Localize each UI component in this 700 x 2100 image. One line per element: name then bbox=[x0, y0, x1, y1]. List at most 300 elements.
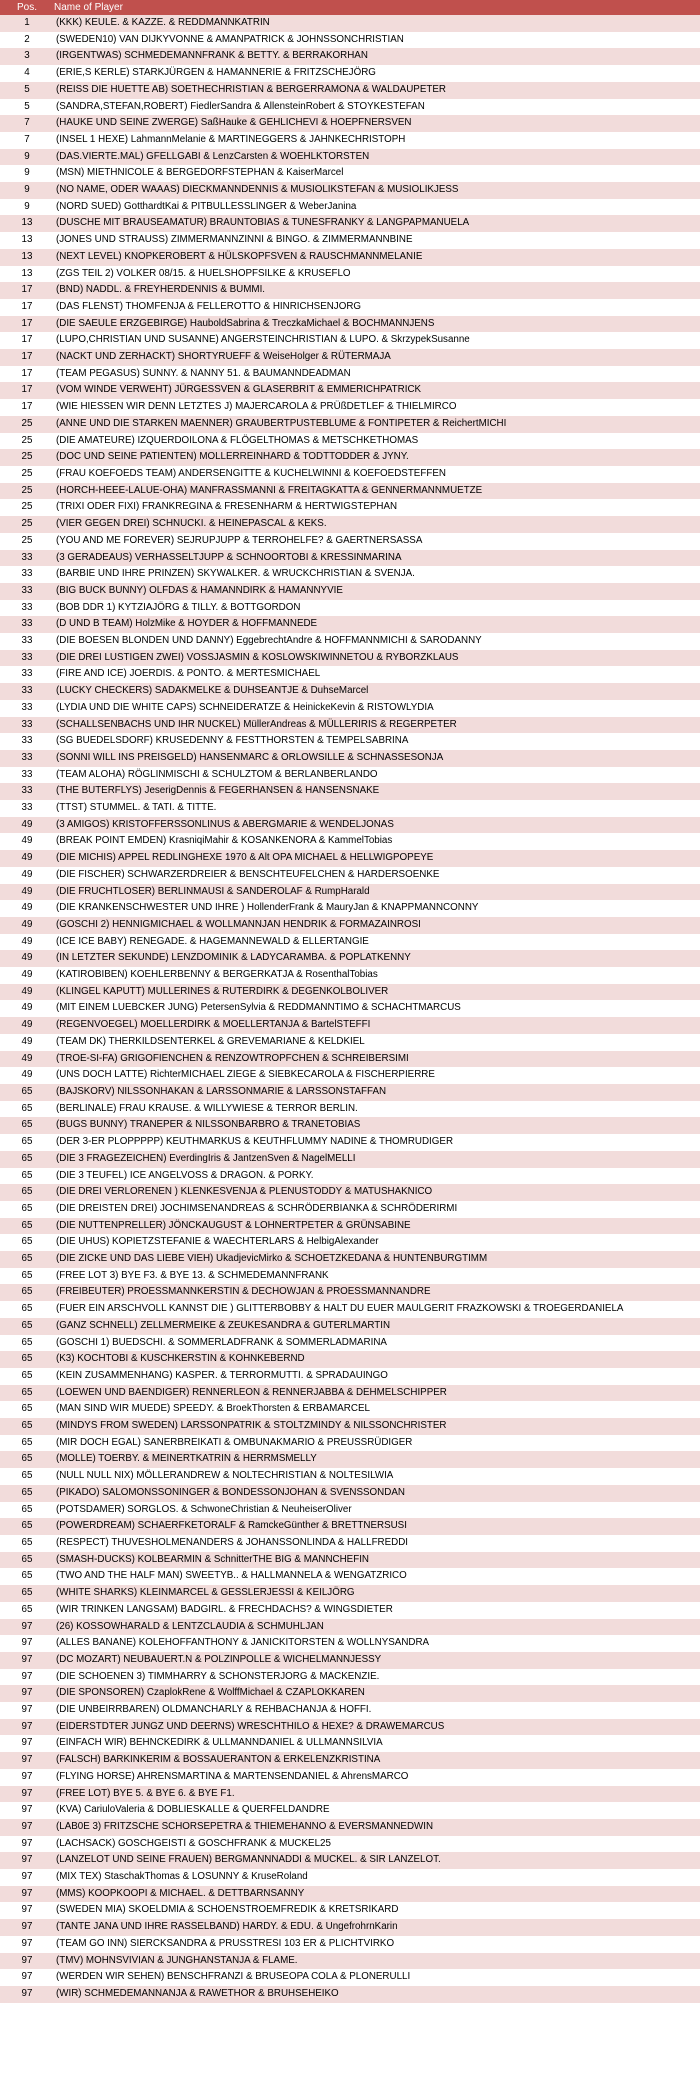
player-name-cell: (DIE DREISTEN DREI) JOCHIMSENANDREAS & SCHRÖDERBIANKA & SCHRÖDERIRMI bbox=[56, 1202, 458, 1214]
position-cell: 65 bbox=[21, 1570, 33, 1582]
position-cell: 65 bbox=[21, 1102, 33, 1114]
player-name-cell: (LUPO,CHRISTIAN UND SUSANNE) ANGERSTEINCHRISTIAN & LUPO. & SkrzypekSusanne bbox=[56, 334, 470, 346]
table-body bbox=[0, 15, 700, 2003]
player-name-cell: (BUGS BUNNY) TRANEPER & NILSSONBARBRO & TRANETOBIAS bbox=[56, 1119, 361, 1131]
table-row bbox=[0, 1936, 700, 1953]
player-name-cell: (GOSCHI 2) HENNIGMICHAEL & WOLLMANNJAN HENDRIK & FORMAZAINROSI bbox=[56, 918, 421, 930]
position-cell: 65 bbox=[21, 1553, 33, 1565]
table-row bbox=[0, 683, 700, 700]
player-name-cell: (MIT EINEM LUEBCKER JUNG) PetersenSylvia & REDDMANNTIMO & SCHACHTMARCUS bbox=[56, 1002, 461, 1014]
table-row bbox=[0, 115, 700, 132]
position-cell: 9 bbox=[24, 167, 30, 179]
table-row bbox=[0, 600, 700, 617]
player-name-cell: (DIE SPONSOREN) CzaplokRene & WolffMichael & CZAPLOKKAREN bbox=[56, 1687, 365, 1699]
table-row bbox=[0, 366, 700, 383]
player-name-cell: (REISS DIE HUETTE AB) SOETHECHRISTIAN & BERGERRAMONA & WALDAUPETER bbox=[56, 83, 446, 95]
table-row bbox=[0, 616, 700, 633]
position-cell: 97 bbox=[21, 1620, 33, 1632]
table-row bbox=[0, 1635, 700, 1652]
position-cell: 13 bbox=[21, 250, 33, 262]
player-name-cell: (DIE DREI VERLORENEN ) KLENKESVENJA & PLENUSTODDY & MATUSHAKNICO bbox=[56, 1186, 433, 1198]
position-cell: 33 bbox=[21, 584, 33, 596]
player-name-cell: (FRAU KOEFOEDS TEAM) ANDERSENGITTE & KUCHELWINNI & KOEFOEDSTEFFEN bbox=[56, 467, 446, 479]
position-cell: 97 bbox=[21, 1770, 33, 1782]
table-row bbox=[0, 717, 700, 734]
table-row bbox=[0, 1902, 700, 1919]
position-cell: 97 bbox=[21, 1954, 33, 1966]
position-cell: 65 bbox=[21, 1269, 33, 1281]
position-cell: 25 bbox=[21, 417, 33, 429]
player-name-cell: (SCHALLSENBACHS UND IHR NUCKEL) MüllerAndreas & MÜLLERIRIS & REGERPETER bbox=[56, 718, 457, 730]
table-row bbox=[0, 1786, 700, 1803]
table-row bbox=[0, 399, 700, 416]
position-cell: 97 bbox=[21, 1854, 33, 1866]
position-cell: 25 bbox=[21, 501, 33, 513]
player-name-cell: (TEAM GO INN) SIERCKSANDRA & PRUSSTRESI 103 ER & PLICHTVIRKO bbox=[56, 1937, 395, 1949]
column-header-name: Name of Player bbox=[54, 2, 123, 13]
player-name-cell: (FLYING HORSE) AHRENSMARTINA & MARTENSENDANIEL & AhrensMARCO bbox=[56, 1770, 409, 1782]
table-row bbox=[0, 1335, 700, 1352]
position-cell: 49 bbox=[21, 918, 33, 930]
position-cell: 25 bbox=[21, 484, 33, 496]
table-row bbox=[0, 1134, 700, 1151]
table-row bbox=[0, 1401, 700, 1418]
table-row bbox=[0, 1602, 700, 1619]
table-row bbox=[0, 15, 700, 32]
table-row bbox=[0, 1184, 700, 1201]
player-name-cell: (FREE LOT) BYE 5. & BYE 6. & BYE F1. bbox=[56, 1787, 235, 1799]
table-row bbox=[0, 1218, 700, 1235]
position-cell: 65 bbox=[21, 1386, 33, 1398]
position-cell: 65 bbox=[21, 1536, 33, 1548]
player-name-cell: (WIR TRINKEN LANGSAM) BADGIRL. & FRECHDACHS? & WINGSDIETER bbox=[56, 1603, 393, 1615]
position-cell: 7 bbox=[24, 117, 30, 129]
position-cell: 65 bbox=[21, 1219, 33, 1231]
position-cell: 97 bbox=[21, 1804, 33, 1816]
player-name-cell: (TEAM DK) THERKILDSENTERKEL & GREVEMARIANE & KELDKIEL bbox=[56, 1035, 365, 1047]
table-row bbox=[0, 1685, 700, 1702]
table-row bbox=[0, 1284, 700, 1301]
table-row bbox=[0, 1301, 700, 1318]
position-cell: 97 bbox=[21, 1937, 33, 1949]
position-cell: 65 bbox=[21, 1169, 33, 1181]
table-row bbox=[0, 466, 700, 483]
table-row bbox=[0, 750, 700, 767]
table-row bbox=[0, 165, 700, 182]
position-cell: 25 bbox=[21, 467, 33, 479]
position-cell: 97 bbox=[21, 1971, 33, 1983]
player-name-cell: (DIE KRANKENSCHWESTER UND IHRE ) HollenderFrank & MauryJan & KNAPPMANNCONNY bbox=[56, 902, 479, 914]
player-name-cell: (MIR DOCH EGAL) SANERBREIKATI & OMBUNAKMARIO & PREUSSRÜDIGER bbox=[56, 1436, 413, 1448]
position-cell: 65 bbox=[21, 1086, 33, 1097]
player-name-cell: (UNS DOCH LATTE) RichterMICHAEL ZIEGE & SIEBKECAROLA & FISCHERPIERRE bbox=[56, 1069, 435, 1081]
player-name-cell: (KVA) CariuloValeria & DOBLIESKALLE & QUERFELDANDRE bbox=[56, 1804, 330, 1816]
position-cell: 25 bbox=[21, 518, 33, 530]
position-cell: 49 bbox=[21, 1035, 33, 1047]
position-cell: 17 bbox=[21, 367, 33, 379]
table-row bbox=[0, 800, 700, 817]
table-row bbox=[0, 1034, 700, 1051]
position-cell: 65 bbox=[21, 1420, 33, 1432]
player-name-cell: (SWEDEN MIA) SKOELDMIA & SCHOENSTROEMFREDIK & KRETSRIKARD bbox=[56, 1904, 399, 1916]
position-cell: 97 bbox=[21, 1754, 33, 1766]
table-row bbox=[0, 1385, 700, 1402]
position-cell: 33 bbox=[21, 685, 33, 697]
player-name-cell: (DIE AMATEURE) IZQUERDOILONA & FLÖGELTHOMAS & METSCHKETHOMAS bbox=[56, 434, 419, 446]
player-name-cell: (LAB0E 3) FRITZSCHE SCHORSEPETRA & THIEMEHANNO & EVERSMANNEDWIN bbox=[56, 1820, 434, 1832]
table-row bbox=[0, 1000, 700, 1017]
table-row bbox=[0, 1719, 700, 1736]
table-row bbox=[0, 282, 700, 299]
player-name-cell: (DIE SAEULE ERZGEBIRGE) HauboldSabrina & TreczkaMichael & BOCHMANNJENS bbox=[56, 317, 435, 329]
position-cell: 49 bbox=[21, 935, 33, 947]
position-cell: 49 bbox=[21, 835, 33, 847]
table-row bbox=[0, 1084, 700, 1101]
player-name-cell: (LACHSACK) GOSCHGEISTI & GOSCHFRANK & MUCKEL25 bbox=[56, 1837, 331, 1849]
player-name-cell: (DAS.VIERTE.MAL) GFELLGABI & LenzCarsten & WOEHLKTORSTEN bbox=[56, 150, 370, 162]
position-cell: 9 bbox=[24, 150, 30, 162]
position-cell: 65 bbox=[21, 1336, 33, 1348]
table-row bbox=[0, 1752, 700, 1769]
position-cell: 33 bbox=[21, 618, 33, 630]
position-cell: 49 bbox=[21, 1052, 33, 1064]
player-name-cell: (TWO AND THE HALF MAN) SWEETYB.. & HALLMANNELA & WENGATZRICO bbox=[56, 1570, 407, 1582]
position-cell: 13 bbox=[21, 234, 33, 246]
table-row bbox=[0, 833, 700, 850]
player-name-cell: (NACKT UND ZERHACKT) SHORTYRUEFF & WeiseHolger & RÜTERMAJA bbox=[56, 351, 391, 363]
table-row bbox=[0, 449, 700, 466]
position-cell: 65 bbox=[21, 1603, 33, 1615]
table-row bbox=[0, 215, 700, 232]
table-row bbox=[0, 984, 700, 1001]
player-name-cell: (BIG BUCK BUNNY) OLFDAS & HAMANNDIRK & HAMANNYVIE bbox=[56, 584, 343, 596]
table-row bbox=[0, 65, 700, 82]
player-name-cell: (FUER EIN ARSCHVOLL KANNST DIE ) GLITTERBOBBY & HALT DU EUER MAULGERIT FRAZKOWSKI & TROEGERDANIELA bbox=[56, 1303, 624, 1315]
player-name-cell: (ERIE,S KERLE) STARKJÜRGEN & HAMANNERIE & FRITZSCHEJÖRG bbox=[56, 67, 376, 79]
position-cell: 49 bbox=[21, 969, 33, 981]
position-cell: 1 bbox=[24, 17, 30, 28]
position-cell: 49 bbox=[21, 885, 33, 897]
position-cell: 33 bbox=[21, 768, 33, 780]
position-cell: 49 bbox=[21, 868, 33, 880]
table-row bbox=[0, 1552, 700, 1569]
table-row bbox=[0, 1067, 700, 1084]
player-name-cell: (TRIXI ODER FIXI) FRANKREGINA & FRESENHARM & HERTWIGSTEPHAN bbox=[56, 501, 398, 513]
table-row bbox=[0, 249, 700, 266]
table-row bbox=[0, 1451, 700, 1468]
position-cell: 49 bbox=[21, 1002, 33, 1014]
table-row bbox=[0, 934, 700, 951]
position-cell: 49 bbox=[21, 1019, 33, 1031]
table-row bbox=[0, 1518, 700, 1535]
player-name-cell: (NO NAME, ODER WAAAS) DIECKMANNDENNIS & MUSIOLIKSTEFAN & MUSIOLIKJESS bbox=[56, 184, 459, 196]
position-cell: 65 bbox=[21, 1520, 33, 1532]
player-name-cell: (DIE FISCHER) SCHWARZERDREIER & BENSCHTEUFELCHEN & HARDERSOENKE bbox=[56, 868, 440, 880]
player-name-cell: (MAN SIND WIR MUEDE) SPEEDY. & BroekThorsten & ERBAMARCEL bbox=[56, 1403, 370, 1415]
position-cell: 65 bbox=[21, 1503, 33, 1515]
player-name-cell: (3 AMIGOS) KRISTOFFERSSONLINUS & ABERGMARIE & WENDELJONAS bbox=[56, 818, 394, 830]
position-cell: 65 bbox=[21, 1470, 33, 1482]
player-name-cell: (DAS FLENST) THOMFENJA & FELLEROTTO & HINRICHSENJORG bbox=[56, 300, 362, 312]
position-cell: 97 bbox=[21, 1921, 33, 1933]
position-cell: 5 bbox=[24, 83, 30, 95]
table-row bbox=[0, 1568, 700, 1585]
position-cell: 49 bbox=[21, 1069, 33, 1081]
player-name-cell: (EINFACH WIR) BEHNCKEDIRK & ULLMANNDANIEL & ULLMANNSILVIA bbox=[56, 1737, 383, 1749]
player-name-cell: (DIE ZICKE UND DAS LIEBE VIEH) UkadjevicMirko & SCHOETZKEDANA & HUNTENBURGTIMM bbox=[56, 1253, 488, 1265]
table-row bbox=[0, 1351, 700, 1368]
table-row bbox=[0, 566, 700, 583]
table-row bbox=[0, 232, 700, 249]
table-row bbox=[0, 817, 700, 834]
table-row bbox=[0, 1268, 700, 1285]
position-cell: 65 bbox=[21, 1453, 33, 1465]
position-cell: 33 bbox=[21, 568, 33, 580]
table-row bbox=[0, 1234, 700, 1251]
table-row bbox=[0, 1585, 700, 1602]
position-cell: 97 bbox=[21, 1987, 33, 1999]
player-name-cell: (DIE UNBEIRRBAREN) OLDMANCHARLY & REHBACHANJA & HOFFI. bbox=[56, 1704, 372, 1716]
table-row bbox=[0, 149, 700, 166]
position-cell: 33 bbox=[21, 651, 33, 663]
position-cell: 97 bbox=[21, 1887, 33, 1899]
table-row bbox=[0, 516, 700, 533]
player-name-cell: (INSEL 1 HEXE) LahmannMelanie & MARTINEGGERS & JAHNKECHRISTOPH bbox=[56, 133, 406, 145]
position-cell: 3 bbox=[24, 50, 30, 62]
table-row bbox=[0, 1619, 700, 1636]
player-name-cell: (VIER GEGEN DREI) SCHNUCKI. & HEINEPASCAL & KEKS. bbox=[56, 518, 327, 530]
player-name-cell: (HAUKE UND SEINE ZWERGE) SaßHauke & GEHLICHEVI & HOEPFNERSVEN bbox=[56, 117, 412, 129]
position-cell: 97 bbox=[21, 1637, 33, 1649]
table-row bbox=[0, 1652, 700, 1669]
player-name-cell: (POWERDREAM) SCHAERFKETORALF & RamckeGünther & BRETTNERSUSI bbox=[56, 1520, 407, 1532]
player-name-cell: (MIX TEX) StaschakThomas & LOSUNNY & KruseRoland bbox=[56, 1871, 308, 1883]
player-name-cell: (TTST) STUMMEL. & TATI. & TITTE. bbox=[56, 802, 217, 814]
table-row bbox=[0, 1869, 700, 1886]
table-row bbox=[0, 1368, 700, 1385]
player-name-cell: (HORCH-HEEE-LALUE-OHA) MANFRASSMANNI & FREITAGKATTA & GENNERMANNMUETZE bbox=[56, 484, 483, 496]
player-name-cell: (DIE UHUS) KOPIETZSTEFANIE & WAECHTERLARS & HelbigAlexander bbox=[56, 1236, 379, 1248]
player-name-cell: (DIE BOESEN BLONDEN UND DANNY) EggebrechtAndre & HOFFMANNMICHI & SARODANNY bbox=[56, 635, 482, 647]
position-cell: 33 bbox=[21, 701, 33, 713]
position-cell: 17 bbox=[21, 401, 33, 413]
player-name-cell: (FREE LOT 3) BYE F3. & BYE 13. & SCHMEDEMANNFRANK bbox=[56, 1269, 329, 1281]
position-cell: 33 bbox=[21, 735, 33, 747]
position-cell: 97 bbox=[21, 1704, 33, 1716]
player-name-cell: (WIE HIESSEN WIR DENN LETZTES J) MAJERCAROLA & PRÜßDETLEF & THIELMIRCO bbox=[56, 401, 457, 413]
table-row bbox=[0, 1669, 700, 1686]
table-row bbox=[0, 1836, 700, 1853]
table-row bbox=[0, 99, 700, 116]
player-name-cell: (ZGS TEIL 2) VOLKER 08/15. & HUELSHOPFSILKE & KRUSEFLO bbox=[56, 267, 351, 279]
table-row bbox=[0, 1101, 700, 1118]
player-name-cell: (JONES UND STRAUSS) ZIMMERMANNZINNI & BINGO. & ZIMMERMANNBINE bbox=[56, 234, 413, 246]
player-name-cell: (POTSDAMER) SORGLOS. & SchwoneChristian & NeuheiserOliver bbox=[56, 1503, 352, 1515]
player-name-cell: (DIE 3 TEUFEL) ICE ANGELVOSS & DRAGON. & PORKY. bbox=[56, 1169, 314, 1181]
player-name-cell: (LOEWEN UND BAENDIGER) RENNERLEON & RENNERJABBA & DEHMELSCHIPPER bbox=[56, 1386, 447, 1398]
position-cell: 49 bbox=[21, 902, 33, 914]
position-cell: 97 bbox=[21, 1720, 33, 1732]
table-row bbox=[0, 967, 700, 984]
table-row bbox=[0, 1886, 700, 1903]
table-row bbox=[0, 1986, 700, 2003]
player-name-cell: (RESPECT) THUVESHOLMENANDERS & JOHANSSONLINDA & HALLFREDDI bbox=[56, 1536, 409, 1548]
table-row bbox=[0, 1168, 700, 1185]
table-row bbox=[0, 483, 700, 500]
position-cell: 33 bbox=[21, 802, 33, 814]
position-cell: 65 bbox=[21, 1253, 33, 1265]
player-name-cell: (DER 3-ER PLOPPPPP) KEUTHMARKUS & KEUTHFLUMMY NADINE & THOMRUDIGER bbox=[56, 1136, 454, 1148]
position-cell: 97 bbox=[21, 1787, 33, 1799]
player-name-cell: (SANDRA,STEFAN,ROBERT) FiedlerSandra & AllensteinRobert & STOYKESTEFAN bbox=[56, 100, 425, 112]
position-cell: 97 bbox=[21, 1687, 33, 1699]
table-row bbox=[0, 82, 700, 99]
player-name-cell: (SMASH-DUCKS) KOLBEARMIN & SchnitterTHE BIG & MANNCHEFIN bbox=[56, 1553, 370, 1565]
table-row bbox=[0, 650, 700, 667]
table-row bbox=[0, 1502, 700, 1519]
player-name-cell: (SG BUEDELSDORF) KRUSEDENNY & FESTTHORSTEN & TEMPELSABRINA bbox=[56, 735, 409, 747]
position-cell: 33 bbox=[21, 551, 33, 563]
table-row bbox=[0, 48, 700, 65]
position-cell: 97 bbox=[21, 1820, 33, 1832]
table-row bbox=[0, 850, 700, 867]
table-row bbox=[0, 1468, 700, 1485]
table-row bbox=[0, 316, 700, 333]
player-name-cell: (REGENVOEGEL) MOELLERDIRK & MOELLERTANJA & BartelSTEFFI bbox=[56, 1019, 371, 1031]
player-name-cell: (D UND B TEAM) HolzMike & HOYDER & HOFFMANNEDE bbox=[56, 618, 318, 630]
player-name-cell: (MSN) MIETHNICOLE & BERGEDORFSTEPHAN & KaiserMarcel bbox=[56, 167, 344, 179]
position-cell: 97 bbox=[21, 1837, 33, 1849]
position-cell: 65 bbox=[21, 1119, 33, 1131]
position-cell: 65 bbox=[21, 1369, 33, 1381]
position-cell: 25 bbox=[21, 451, 33, 463]
player-name-cell: (DIE 3 FRAGEZEICHEN) EverdingIris & JantzenSven & NagelMELLI bbox=[56, 1152, 356, 1164]
table-row bbox=[0, 1819, 700, 1836]
table-row bbox=[0, 867, 700, 884]
table-row bbox=[0, 1769, 700, 1786]
table-row bbox=[0, 1117, 700, 1134]
player-name-cell: (MINDYS FROM SWEDEN) LARSSONPATRIK & STOLTZMINDY & NILSSONCHRISTER bbox=[56, 1420, 447, 1432]
table-row bbox=[0, 1418, 700, 1435]
position-cell: 25 bbox=[21, 434, 33, 446]
player-name-cell: (TEAM PEGASUS) SUNNY. & NANNY 51. & BAUMANNDEADMAN bbox=[56, 367, 351, 379]
position-cell: 17 bbox=[21, 300, 33, 312]
table-row bbox=[0, 332, 700, 349]
player-name-cell: (TANTE JANA UND IHRE RASSELBAND) HARDY. & EDU. & UngefrohrnKarin bbox=[56, 1921, 398, 1933]
position-cell: 65 bbox=[21, 1136, 33, 1148]
player-name-cell: (ICE ICE BABY) RENEGADE. & HAGEMANNEWALD & ELLERTANGIE bbox=[56, 935, 369, 947]
position-cell: 65 bbox=[21, 1353, 33, 1365]
player-name-cell: (DIE DREI LUSTIGEN ZWEI) VOSSJASMIN & KOSLOWSKIWINNETOU & RYBORZKLAUS bbox=[56, 651, 459, 663]
player-name-cell: (KKK) KEULE. & KAZZE. & REDDMANNKATRIN bbox=[56, 17, 270, 28]
table-row bbox=[0, 1852, 700, 1869]
player-name-cell: (MMS) KOOPKOOPI & MICHAEL. & DETTBARNSANNY bbox=[56, 1887, 305, 1899]
table-row bbox=[0, 1017, 700, 1034]
table-row bbox=[0, 1051, 700, 1068]
position-cell: 33 bbox=[21, 668, 33, 680]
player-name-cell: (BREAK POINT EMDEN) KrasniqiMahir & KOSANKENORA & KammelTobias bbox=[56, 835, 393, 847]
table-row bbox=[0, 950, 700, 967]
position-cell: 17 bbox=[21, 284, 33, 296]
table-row bbox=[0, 783, 700, 800]
player-name-cell: (IN LETZTER SEKUNDE) LENZDOMINIK & LADYCARAMBA. & POPLATKENNY bbox=[56, 952, 411, 964]
table-row bbox=[0, 666, 700, 683]
player-name-cell: (FALSCH) BARKINKERIM & BOSSAUERANTON & ERKELENZKRISTINA bbox=[56, 1754, 381, 1766]
table-row bbox=[0, 1535, 700, 1552]
player-name-cell: (NEXT LEVEL) KNOPKEROBERT & HÜLSKOPFSVEN & RAUSCHMANNMELANIE bbox=[56, 250, 423, 262]
position-cell: 33 bbox=[21, 718, 33, 730]
table-row bbox=[0, 1251, 700, 1268]
table-row bbox=[0, 1435, 700, 1452]
position-cell: 65 bbox=[21, 1186, 33, 1198]
position-cell: 65 bbox=[21, 1486, 33, 1498]
player-name-cell: (DIE NUTTENPRELLER) JÖNCKAUGUST & LOHNERTPETER & GRÜNSABINE bbox=[56, 1219, 411, 1231]
table-row bbox=[0, 733, 700, 750]
player-name-cell: (NORD SUED) GotthardtKai & PITBULLESSLINGER & WeberJanina bbox=[56, 200, 357, 212]
table-row bbox=[0, 1318, 700, 1335]
position-cell: 2 bbox=[24, 33, 30, 45]
table-row bbox=[0, 1151, 700, 1168]
player-name-cell: (DOC UND SEINE PATIENTEN) MOLLERREINHARD & TODTTODDER & JYNY. bbox=[56, 451, 409, 463]
position-cell: 97 bbox=[21, 1737, 33, 1749]
player-name-cell: (ANNE UND DIE STARKEN MAENNER) GRAUBERTPUSTEBLUME & FONTIPETER & ReichertMICHI bbox=[56, 417, 507, 429]
player-name-cell: (WHITE SHARKS) KLEINMARCEL & GESSLERJESSI & KEILJÖRG bbox=[56, 1587, 355, 1599]
position-cell: 97 bbox=[21, 1871, 33, 1883]
position-cell: 65 bbox=[21, 1286, 33, 1298]
player-name-cell: (LANZELOT UND SEINE FRAUEN) BERGMANNNADDI & MUCKEL. & SIR LANZELOT. bbox=[56, 1854, 441, 1866]
table-row bbox=[0, 416, 700, 433]
player-name-cell: (WIR) SCHMEDEMANNANJA & RAWETHOR & BRUHSEHEIKO bbox=[56, 1987, 339, 1999]
position-cell: 7 bbox=[24, 133, 30, 145]
player-name-cell: (YOU AND ME FOREVER) SEJRUPJUPP & TERROHELFE? & GAERTNERSASSA bbox=[56, 534, 423, 546]
player-name-cell: (WERDEN WIR SEHEN) BENSCHFRANZI & BRUSEOPA COLA & PLONERULLI bbox=[56, 1971, 411, 1983]
player-name-cell: (DC MOZART) NEUBAUERT.N & POLZINPOLLE & WICHELMANNJESSY bbox=[56, 1653, 382, 1665]
player-name-cell: (IRGENTWAS) SCHMEDEMANNFRANK & BETTY. & BERRAKORHAN bbox=[56, 50, 368, 62]
position-cell: 17 bbox=[21, 384, 33, 396]
table-row bbox=[0, 382, 700, 399]
table-row bbox=[0, 132, 700, 149]
player-name-cell: (LUCKY CHECKERS) SADAKMELKE & DUHSEANTJE & DuhseMarcel bbox=[56, 685, 369, 697]
player-name-cell: (BND) NADDL. & FREYHERDENNIS & BUMMI. bbox=[56, 284, 266, 296]
table-row bbox=[0, 349, 700, 366]
table-row bbox=[0, 1702, 700, 1719]
table-row bbox=[0, 433, 700, 450]
position-cell: 65 bbox=[21, 1303, 33, 1315]
player-name-cell: (26) KOSSOWHARALD & LENTZCLAUDIA & SCHMUHLJAN bbox=[56, 1620, 324, 1632]
table-row bbox=[0, 1201, 700, 1218]
position-cell: 65 bbox=[21, 1436, 33, 1448]
player-name-cell: (ALLES BANANE) KOLEHOFFANTHONY & JANICKITORSTEN & WOLLNYSANDRA bbox=[56, 1637, 430, 1649]
player-name-cell: (SONNI WILL INS PREISGELD) HANSENMARC & ORLOWSILLE & SCHNASSESONJA bbox=[56, 751, 444, 763]
table-row bbox=[0, 1485, 700, 1502]
table-row bbox=[0, 1735, 700, 1752]
position-cell: 65 bbox=[21, 1319, 33, 1331]
table-row bbox=[0, 917, 700, 934]
player-name-cell: (SWEDEN10) VAN DIJKYVONNE & AMANPATRICK & JOHNSSONCHRISTIAN bbox=[56, 33, 404, 45]
table-row bbox=[0, 633, 700, 650]
table-row bbox=[0, 583, 700, 600]
position-cell: 65 bbox=[21, 1403, 33, 1415]
table-row bbox=[0, 1919, 700, 1936]
player-name-cell: (TMV) MOHNSVIVIAN & JUNGHANSTANJA & FLAME. bbox=[56, 1954, 298, 1966]
table-header-row bbox=[0, 0, 700, 15]
position-cell: 97 bbox=[21, 1904, 33, 1916]
position-cell: 33 bbox=[21, 751, 33, 763]
table-row bbox=[0, 767, 700, 784]
player-name-cell: (DIE MICHIS) APPEL REDLINGHEXE 1970 & Alt OPA MICHAEL & HELLWIGPOPEYE bbox=[56, 852, 434, 864]
player-name-cell: (BOB DDR 1) KYTZIAJÖRG & TILLY. & BOTTGORDON bbox=[56, 601, 301, 613]
table-row bbox=[0, 1969, 700, 1986]
